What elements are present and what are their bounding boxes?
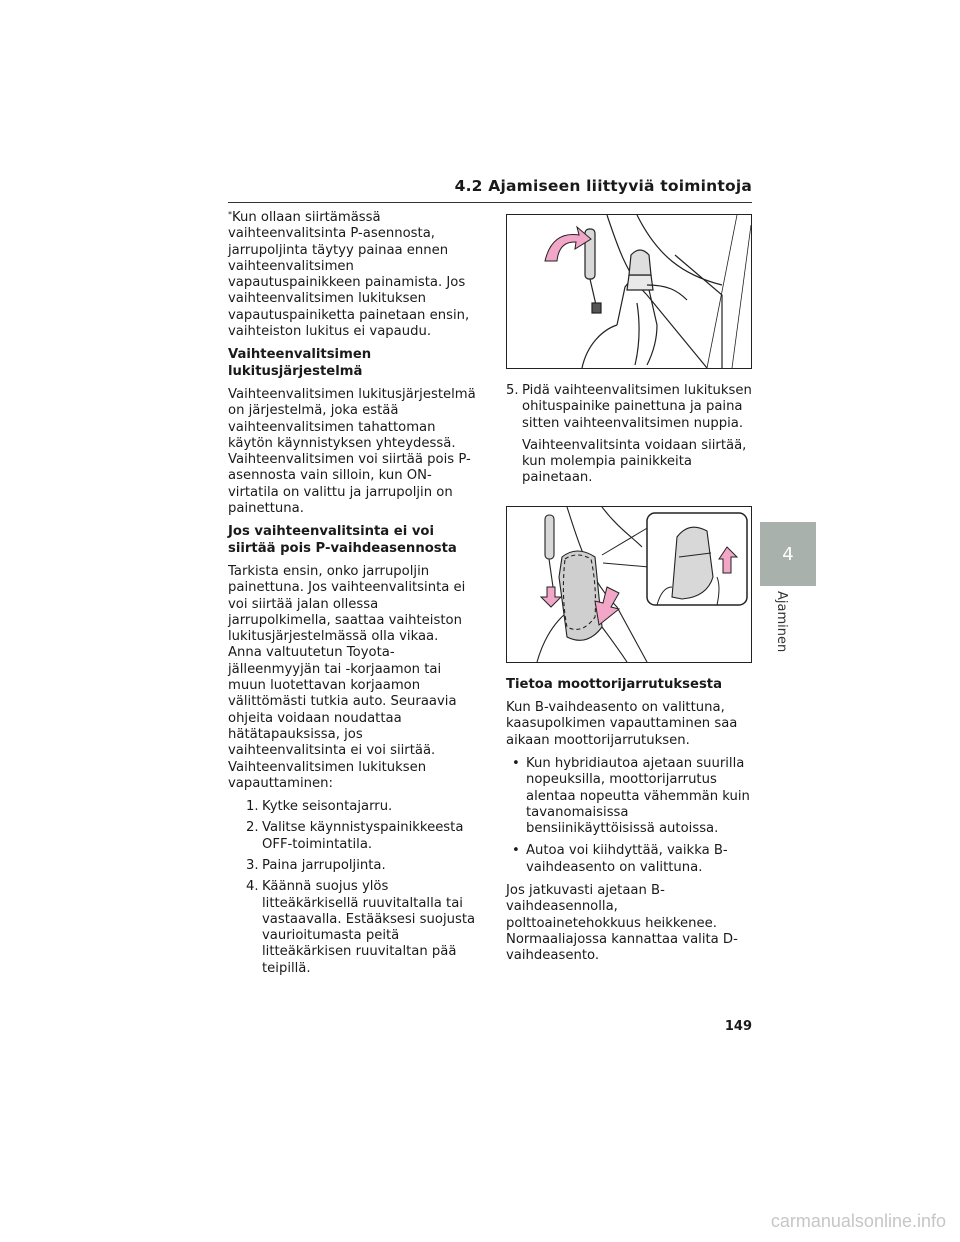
step-text: Valitse käynnistyspainikkeesta OFF-toimintatila.	[262, 820, 464, 852]
release-steps	[228, 799, 476, 977]
step-number: 5.	[506, 383, 519, 398]
step-five-list	[506, 383, 756, 487]
knob-detail-inset	[647, 513, 747, 605]
step-item	[506, 383, 756, 487]
screwdriver-icon	[545, 515, 554, 587]
bullet-glyph: •	[512, 755, 520, 771]
step-item	[246, 879, 476, 977]
watermark: carmanualsonline.info	[770, 1211, 946, 1231]
heading-shift-lock-system: Vaihteenvalitsimen lukitusjärjestelmä	[228, 347, 372, 379]
chapter-label: Ajaminen	[774, 591, 789, 653]
left-column	[228, 210, 476, 982]
heading-cannot-shift: Jos vaihteenvalitsinta ei voi siirtää pois P-vaihdeasennosta	[228, 524, 457, 556]
bullet-glyph: •	[512, 843, 520, 859]
bullet-text: Kun hybridiautoa ajetaan suurilla nopeuksilla, moottorijarrutus alentaa nopeutta vähemmän kuin tavanomaisissa bensiinikäyttöisissä autoissa.	[526, 755, 750, 837]
illustration-screwdriver-cover	[506, 214, 752, 369]
engine-braking-bullets	[506, 756, 756, 876]
step-number: 1.	[246, 799, 259, 815]
step-text: Pidä vaihteenvalitsimen lukituksen ohituspainike painettuna ja paina sitten vaihteenvalitsimen nuppia.	[522, 383, 752, 431]
heading-engine-braking: Tietoa moottorijarrutuksesta	[506, 676, 722, 692]
shift-knob-boot	[559, 551, 602, 640]
section-title: 4.2 Ajamiseen liittyviä toimintoja	[454, 177, 752, 195]
press-arrow-icon	[541, 587, 561, 607]
engine-braking-intro: Kun B-vaihdeasento on valittuna, kaasupolkimen vapauttaminen saa aikaan moottorijarrutuksen.	[506, 700, 738, 748]
chapter-tab	[760, 522, 816, 586]
cannot-shift-description: Tarkista ensin, onko jarrupoljin painettuna. Jos vaihteenvalitsinta ei voi siirtää jalan ollessa jarrupolkimella, saattaa vaihteiston lukitusjärjestelmässä olla vikaa. Anna valtuutetun Toyota-jälleenmyyjän tai -korjaamon tai muun luotettavan korjaamon välittömästi tutkia auto. Seuraavia ohjeita voidaan noudattaa hätätapauksissa, jos vaihteenvalitsinta ei voi siirtää. Vaihteenvalitsimen lukituksen vapauttaminen:	[228, 563, 466, 791]
step-text: Kytke seisontajarru.	[262, 799, 393, 815]
list-item	[512, 843, 756, 876]
shift-lock-description: Vaihteenvalitsimen lukitusjärjestelmä on järjestelmä, joka estää vaihteenvalitsimen tahattoman käytön käynnistyksen yhteydessä. Vaihteenvalitsimen voi siirtää pois P-asennosta vain silloin, kun ON-virtatila on valittu ja jarrupoljin on painettuna.	[228, 386, 476, 517]
screwdriver-cover-drawing	[507, 215, 751, 368]
step-item	[246, 858, 476, 874]
step-number: 2.	[246, 820, 259, 836]
right-column	[506, 214, 756, 972]
rotate-arrow-icon	[545, 227, 591, 261]
footnote-text: Kun ollaan siirtämässä vaihteenvalitsinta P-asennosta, jarrupoljinta täytyy painaa ennen vaihteenvalitsimen vapautuspainikkeen painamista. Jos vaihteenvalitsimen lukituksen vapautuspainiketta painetaan ensin, vaihteiston lukitus ei vapaudu.	[228, 210, 470, 340]
illustration-shift-knob	[506, 506, 752, 663]
list-item	[512, 756, 756, 837]
step-text: Käännä suojus ylös litteäkärkisellä ruuvitaltalla tai vastaavalla. Estääksesi suojusta vaurioitumasta peitä litteäkärkisen ruuvitaltan pää teipillä.	[262, 879, 476, 976]
step-text: Paina jarrupoljinta.	[262, 857, 386, 873]
step-number: 3.	[246, 857, 259, 873]
footnote	[228, 210, 476, 340]
step-item	[246, 799, 476, 815]
step-item	[246, 820, 476, 853]
bullet-text: Autoa voi kiihdyttää, vaikka B-vaihdeasento on valittuna.	[526, 843, 728, 875]
chapter-number: 4	[782, 543, 794, 565]
b-position-note: Jos jatkuvasti ajetaan B-vaihdeasennolla, polttoainetehokkuus heikkenee. Normaaliajossa kannattaa valita D-vaihdeasento.	[506, 883, 738, 964]
step-number: 4.	[246, 879, 259, 895]
step-subtext: Vaihteenvalitsinta voidaan siirtää, kun molempia painikkeita painetaan.	[522, 437, 747, 486]
shift-knob-drawing	[507, 507, 751, 662]
footnote-marker: *	[228, 210, 232, 219]
section-header	[228, 176, 752, 203]
page-number: 149	[724, 1019, 752, 1034]
